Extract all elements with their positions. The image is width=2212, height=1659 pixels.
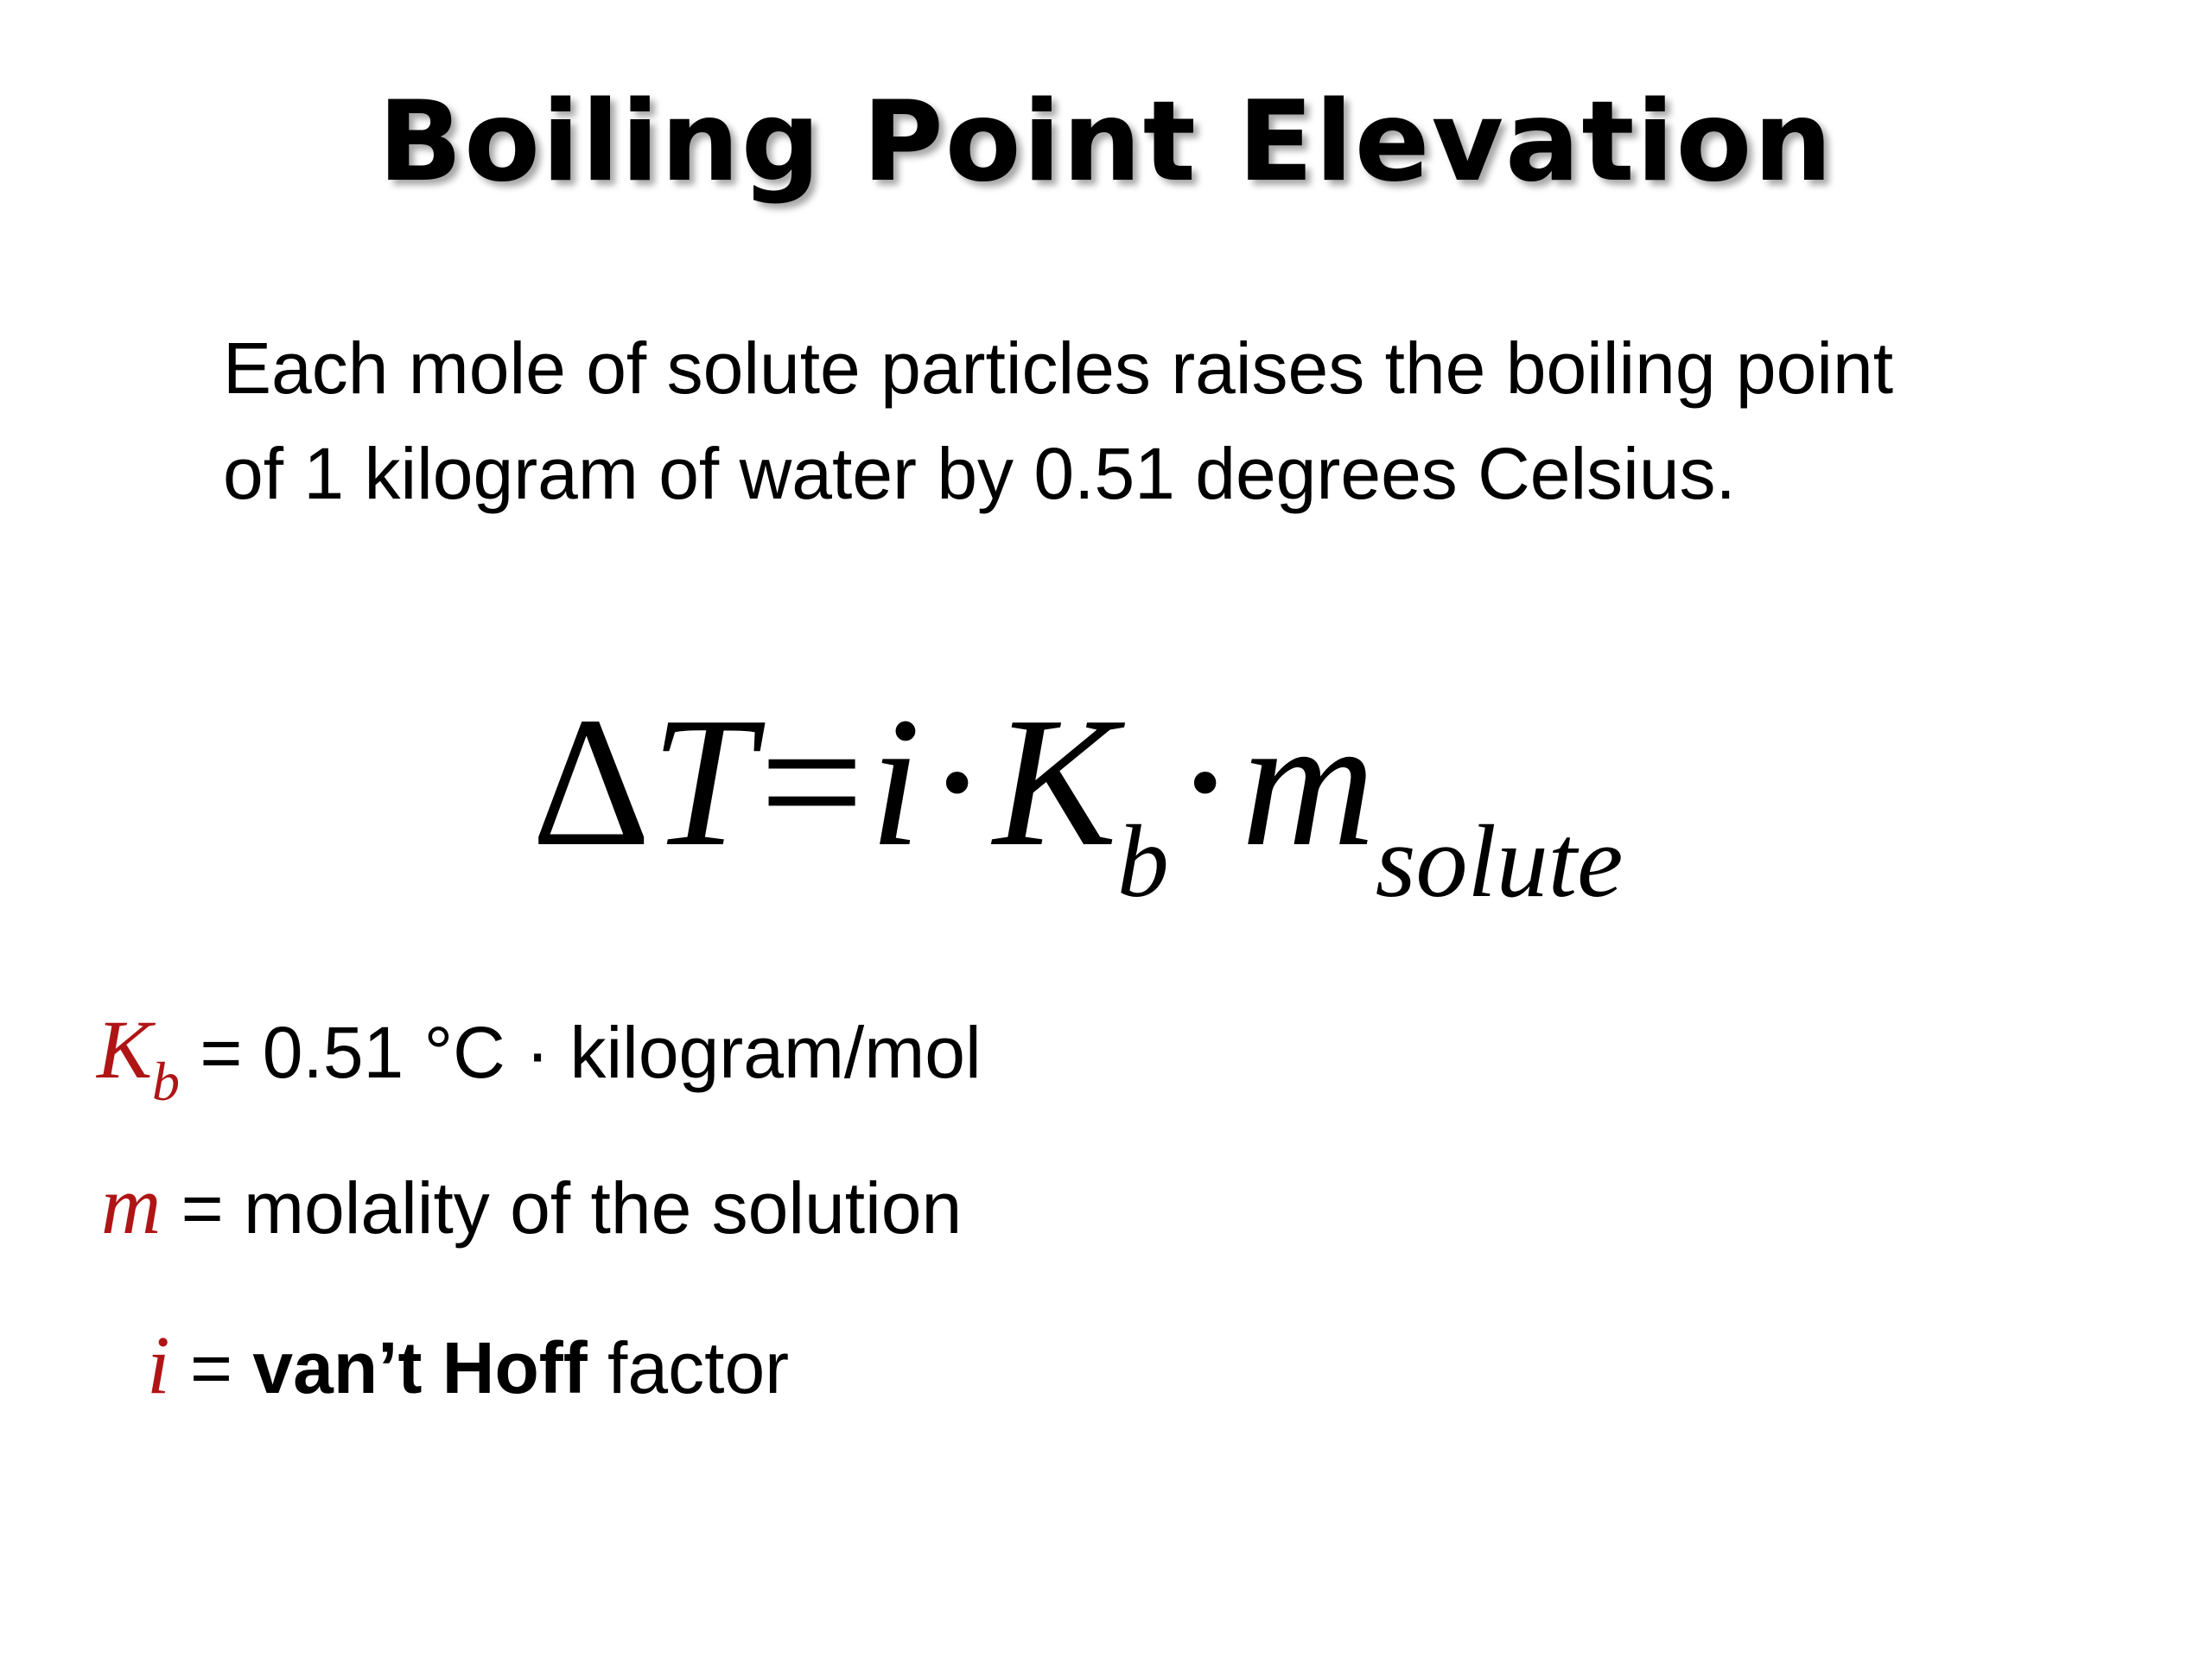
slide-body-text: Each mole of solute particles raises the boiling point of 1 kilogram of water by 0.51 degrees Celsius. (223, 327, 1894, 514)
definition-m (101, 1158, 962, 1255)
formula-dot-2: · (1173, 678, 1236, 885)
formula-K: K (993, 678, 1117, 885)
kb-definition-text: = 0.51 °C · kilogram/mol (180, 1012, 982, 1093)
kb-symbol-subscript: b (152, 1051, 181, 1112)
boiling-point-formula (531, 670, 1623, 922)
slide-title: Boiling Point Elevation (378, 78, 1834, 207)
formula-delta: Δ (531, 678, 652, 885)
formula-m: m (1241, 678, 1376, 885)
formula-m-subscript: solute (1375, 804, 1624, 918)
i-definition-text: factor (587, 1327, 790, 1408)
formula-T: T (651, 678, 754, 885)
formula-equals: = (759, 678, 865, 885)
m-definition-text: = molality of the solution (161, 1167, 963, 1249)
formula-i: i (869, 678, 921, 885)
kb-symbol: K (97, 1003, 153, 1096)
formula-dot-1: · (925, 678, 988, 885)
i-symbol: i (147, 1319, 170, 1411)
definition-i (147, 1318, 789, 1415)
i-equals: = (169, 1327, 253, 1408)
definition-kb (97, 1002, 982, 1112)
m-symbol: m (101, 1159, 162, 1251)
i-bold-term: van’t Hoff (252, 1327, 588, 1408)
formula-K-subscript: b (1116, 804, 1169, 918)
